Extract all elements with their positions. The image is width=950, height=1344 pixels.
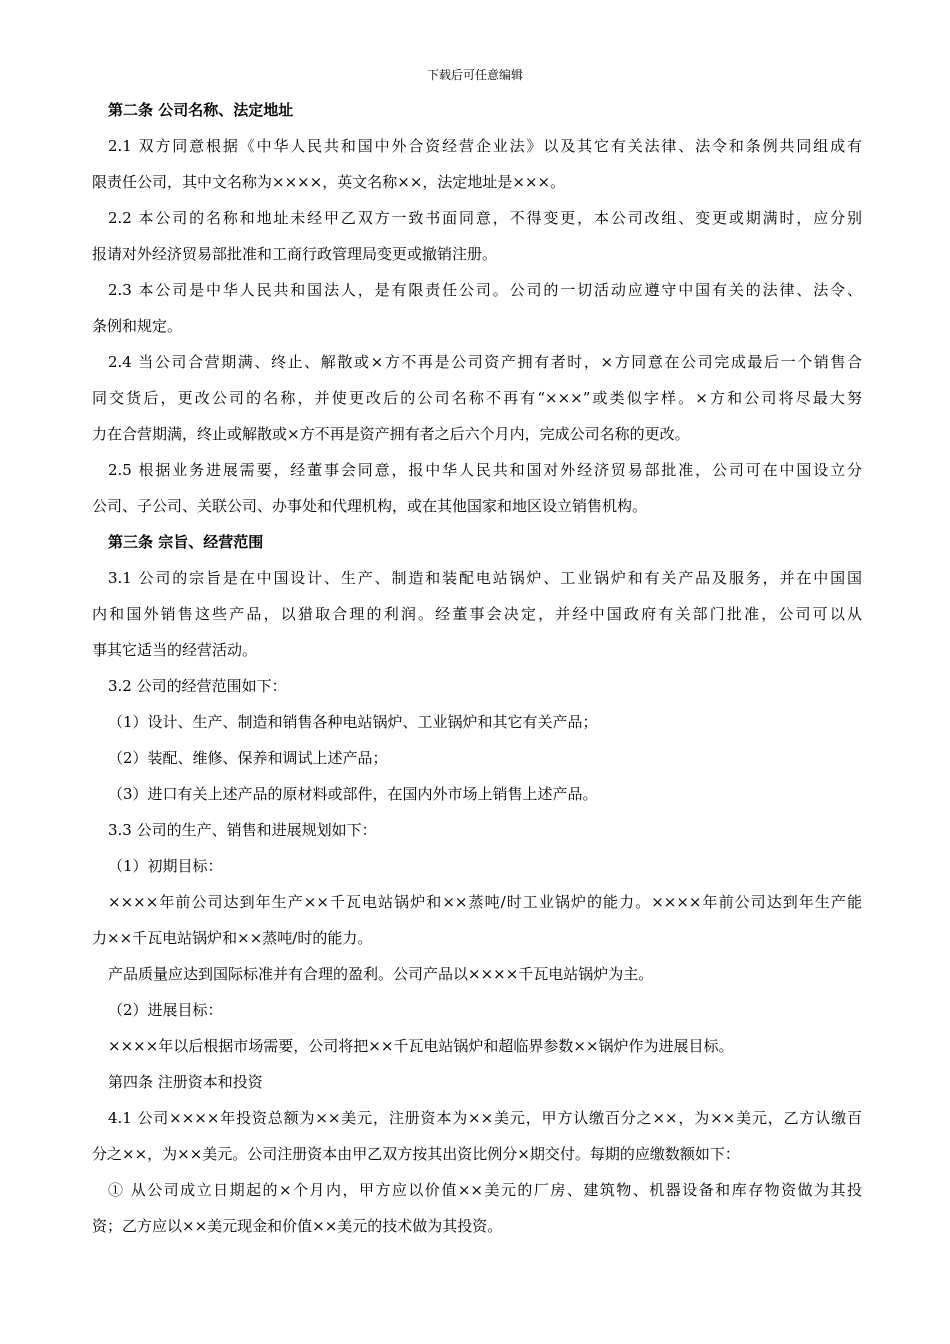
text-line: 2.4 当公司合营期满、终止、解散或×方不再是公司资产拥有者时，×方同意在公司完成最后一个销售合 bbox=[108, 353, 862, 371]
text-line: 3.1 公司的宗旨是在中国设计、生产、制造和装配电站锅炉、工业锅炉和有关产品及服务，并在中国国 bbox=[108, 569, 862, 587]
text-line: ××××年前公司达到年生产××千瓦电站锅炉和××蒸吨/时工业锅炉的能力。××××年前公司达到年生产能 bbox=[108, 893, 862, 911]
text-line: 资；乙方应以××美元现金和价值××美元的技术做为其投资。 bbox=[92, 1217, 503, 1235]
section-heading: 第三条 宗旨、经营范围 bbox=[108, 533, 264, 551]
text-line: 力在合营期满，终止或解散或×方不再是资产拥有者之后六个月内，完成公司名称的更改。 bbox=[92, 425, 690, 443]
page-header: 下载后可任意编辑 bbox=[426, 68, 523, 82]
text-line: 3.3 公司的生产、销售和进展规划如下： bbox=[108, 821, 377, 839]
text-line: 2.2 本公司的名称和地址未经甲乙双方一致书面同意，不得变更，本公司改组、变更或期满时，应分别 bbox=[108, 209, 862, 227]
text-line: ① 从公司成立日期起的×个月内，甲方应以价值××美元的厂房、建筑物、机器设备和库存物资做为其投 bbox=[108, 1181, 862, 1199]
text-line: （3）进口有关上述产品的原材料或部件，在国内外市场上销售上述产品。 bbox=[108, 785, 598, 803]
text-line: 内和国外销售这些产品，以猎取合理的利润。经董事会决定，并经中国政府有关部门批准，公司可以从 bbox=[92, 605, 862, 623]
text-line: 力××千瓦电站锅炉和××蒸吨/时的能力。 bbox=[92, 929, 373, 947]
text-line: 事其它适当的经营活动。 bbox=[92, 641, 258, 659]
text-line: 第四条 注册资本和投资 bbox=[108, 1073, 263, 1091]
text-line: （1）初期目标： bbox=[108, 857, 223, 875]
text-line: 2.3 本公司是中华人民共和国法人，是有限责任公司。公司的一切活动应遵守中国有关的法律、法令、 bbox=[108, 281, 862, 299]
text-line: （1）设计、生产、制造和销售各种电站锅炉、工业锅炉和其它有关产品； bbox=[108, 713, 598, 731]
text-line: （2）装配、维修、保养和调试上述产品； bbox=[108, 749, 388, 767]
text-line: 报请对外经济贸易部批准和工商行政管理局变更或撤销注册。 bbox=[92, 245, 498, 263]
text-line: 条例和规定。 bbox=[92, 317, 183, 335]
text-line: 同交货后，更改公司的名称，并使更改后的公司名称不再有“×××”或类似字样。×方和公司将尽最大努 bbox=[92, 389, 862, 407]
text-line: 2.1 双方同意根据《中华人民共和国中外合资经营企业法》以及其它有关法律、法令和条例共同组成有 bbox=[108, 137, 862, 155]
section-heading: 第二条 公司名称、法定地址 bbox=[108, 101, 294, 119]
text-line: 4.1 公司××××年投资总额为××美元，注册资本为××美元，甲方认缴百分之××，为××美元，乙方认缴百 bbox=[108, 1109, 862, 1127]
text-line: 分之××，为××美元。公司注册资本由甲乙双方按其出资比例分×期交付。每期的应缴数额如下： bbox=[92, 1145, 740, 1163]
text-line: 2.5 根据业务进展需要，经董事会同意，报中华人民共和国对外经济贸易部批准，公司可在中国设立分 bbox=[108, 461, 862, 479]
text-line: 限责任公司，其中文名称为××××，英文名称××，法定地址是×××。 bbox=[92, 173, 566, 191]
text-line: 产品质量应达到国际标准并有合理的盈利。公司产品以××××千瓦电站锅炉为主。 bbox=[108, 965, 654, 983]
text-line: 公司、子公司、关联公司、办事处和代理机构，或在其他国家和地区设立销售机构。 bbox=[92, 497, 648, 515]
document-body bbox=[92, 98, 862, 1250]
text-line: （2）进展目标： bbox=[108, 1001, 223, 1019]
text-line: 3.2 公司的经营范围如下： bbox=[108, 677, 287, 695]
text-line: ××××年以后根据市场需要，公司将把××千瓦电站锅炉和超临界参数××锅炉作为进展目标。 bbox=[108, 1037, 734, 1055]
